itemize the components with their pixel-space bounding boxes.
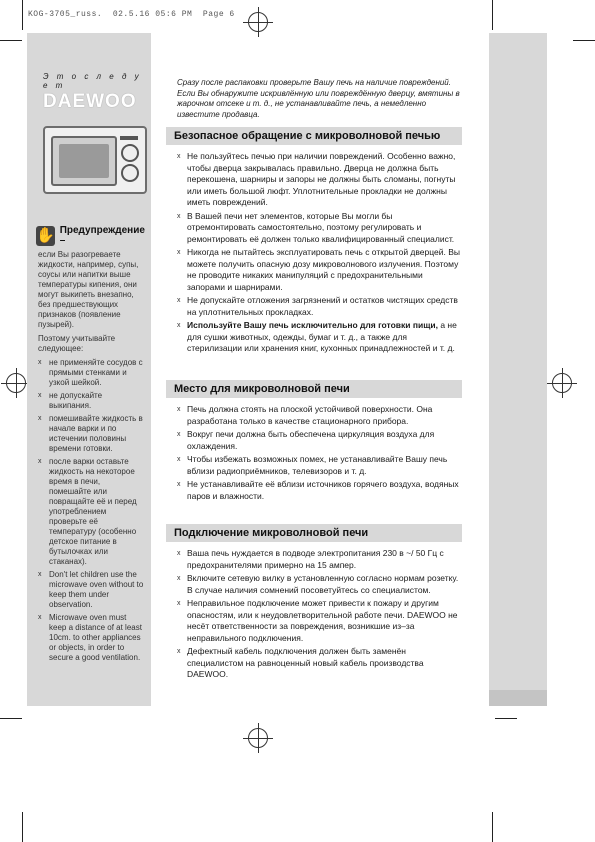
warning-list bbox=[38, 358, 144, 663]
crop-mark bbox=[495, 718, 517, 719]
bullet-mark: x bbox=[177, 550, 181, 557]
section-connection bbox=[166, 524, 462, 683]
bullet-mark: x bbox=[177, 431, 181, 438]
bullet-mark: x bbox=[38, 392, 42, 399]
bullet-mark: x bbox=[177, 575, 181, 582]
section-title: Место для микроволновой печи bbox=[166, 380, 462, 398]
warning-item-text: Don't let children use the microwave oven without to keep them under observation. bbox=[49, 570, 144, 609]
registration-mark-icon bbox=[248, 12, 268, 32]
warning-item-text: не применяйте сосудов с прямыми стенками и узкой шейкой. bbox=[49, 358, 143, 387]
registration-mark-icon bbox=[248, 728, 268, 748]
list-item bbox=[177, 247, 462, 293]
section-list bbox=[166, 404, 462, 502]
warning-item bbox=[38, 414, 144, 454]
list-item-text: Не устанавливайте её вблизи источников горячего воздуха, водяных паров и влажности. bbox=[187, 479, 459, 501]
brand-tagline: Э т о с л е д у е т bbox=[43, 72, 142, 90]
bullet-mark: x bbox=[177, 297, 181, 304]
intro-text: Сразу после распаковки проверьте Вашу печь на наличие повреждений. Если Вы обнаружите искривлённую или повреждённую дверцу, вмятины в жарочном отсеке и т. д., не устанавливайте печь, а немедленно известите продавца. bbox=[177, 78, 460, 119]
warning-title: Предупреждение – bbox=[59, 225, 145, 246]
list-item-emphasis: Используйте Вашу печь исключительно для готовки пищи, bbox=[187, 320, 438, 330]
bottom-page-tab bbox=[489, 690, 547, 706]
warning-item bbox=[38, 391, 144, 411]
list-item-text: Не пользуйтесь печью при наличии повреждений. Особенно важно, чтобы дверца закрывалась правильно. Дверца не должна быть перекошена, шарниры и запоры не должны быть сломаны, погнуты или иметь большой люфт. Уплотнительные прокладки не должны иметь повреждений. bbox=[187, 151, 456, 207]
list-item-text: а не для сушки животных, одежды, бумаг и т. д., а также для стерилизации или хранения книг, кухонных принадлежностей и т. д. bbox=[187, 320, 457, 353]
bullet-mark: x bbox=[177, 322, 181, 329]
microwave-door bbox=[51, 136, 117, 186]
warning-item-text: не допускайте выкипания. bbox=[49, 391, 103, 410]
section-placement bbox=[166, 380, 462, 504]
warning-item bbox=[38, 613, 144, 663]
list-item bbox=[177, 404, 462, 427]
list-item-text: Включите сетевую вилку в установленную согласно нормам розетку. В случае наличия сомнений посоветуйтесь со специалистом. bbox=[187, 573, 459, 595]
list-item-text: Дефектный кабель подключения должен быть заменён специалистом на равноценный новый кабель производства DAEWOO. bbox=[187, 646, 424, 679]
list-item-text: Неправильное подключение может привести к пожару и другим опасностям, или к неудовлетворительной работе печи. DAEWOO не несёт ответственности за повреждения, возникшие из–за неправильного подключения. bbox=[187, 598, 458, 643]
list-item-text: Не допускайте отложения загрязнений и остатков чистящих средств на уплотнительных прокладках. bbox=[187, 295, 458, 317]
bullet-mark: x bbox=[38, 614, 42, 621]
right-margin-panel bbox=[489, 33, 547, 706]
warning-item bbox=[38, 457, 144, 567]
warning-box bbox=[38, 226, 144, 666]
crop-mark bbox=[0, 40, 22, 41]
list-item-text: Вокруг печи должна быть обеспечена циркуляция воздуха для охлаждения. bbox=[187, 429, 435, 451]
list-item-text: Печь должна стоять на плоской устойчивой поверхности. Она разработана только в качестве стационарного прибора. bbox=[187, 404, 433, 426]
bullet-mark: x bbox=[177, 481, 181, 488]
bullet-mark: x bbox=[177, 212, 181, 220]
print-header: KOG-3705_russ. 02.5.16 05:6 PM Page 6 bbox=[28, 10, 235, 19]
registration-mark-icon bbox=[552, 373, 572, 393]
warning-header bbox=[36, 226, 144, 246]
section-title: Подключение микроволновой печи bbox=[166, 524, 462, 542]
registration-mark-icon bbox=[6, 373, 26, 393]
crop-mark bbox=[0, 718, 22, 719]
warning-lead: если Вы разогреваете жидкости, например, супы, соусы или напитки выше температуры кипения, они могут выкипеть внезапно, без предшествующих признаков (появление пузырей). bbox=[38, 250, 139, 329]
warning-note: Поэтому учитывайте следующее: bbox=[38, 334, 116, 353]
list-item bbox=[177, 548, 462, 571]
list-item-text: Никогда не пытайтесь эксплуатировать печь с открытой дверцей. Вы можете получить опасную дозу микроволнового излучения. Поэтому не проводите никаких манипуляций с предохранительными запорами и шарнирами. bbox=[187, 247, 461, 292]
warning-item bbox=[38, 570, 144, 610]
microwave-window bbox=[59, 144, 109, 178]
crop-mark bbox=[573, 40, 595, 41]
list-item bbox=[177, 151, 462, 209]
microwave-button bbox=[120, 136, 138, 140]
microwave-knob bbox=[121, 144, 139, 162]
crop-mark bbox=[22, 0, 23, 30]
bullet-mark: x bbox=[177, 648, 181, 655]
bullet-mark: x bbox=[38, 458, 42, 465]
list-item bbox=[177, 479, 462, 502]
warning-item bbox=[38, 358, 144, 388]
list-item bbox=[177, 320, 462, 355]
list-item bbox=[177, 646, 462, 681]
crop-mark bbox=[492, 812, 493, 842]
list-item-text: В Вашей печи нет элементов, которые Вы могли бы отремонтировать самостоятельно, поэтому регулировать и ремонтировать её должен только квалифицированный специалист. bbox=[187, 210, 455, 244]
brand-block bbox=[43, 72, 145, 112]
list-item bbox=[177, 454, 462, 477]
bullet-mark: x bbox=[177, 406, 181, 413]
list-item bbox=[177, 598, 462, 644]
bullet-mark: x bbox=[177, 600, 181, 607]
list-item bbox=[177, 295, 462, 318]
bullet-mark: x bbox=[38, 359, 42, 366]
section-list bbox=[166, 151, 462, 355]
list-item-text: Ваша печь нуждается в подводе электропитания 230 в ~/ 50 Гц с предохранителями примерно на 15 ампер. bbox=[187, 548, 444, 570]
section-list bbox=[166, 548, 462, 681]
bullet-mark: x bbox=[177, 153, 181, 160]
warning-item-text: Microwave oven must keep a distance of at least 10cm. to other appliances or objects, in order to secure a good ventilation. bbox=[49, 613, 142, 662]
warning-item-text: после варки оставьте жидкость на некоторое время в печи, помешайте или повращайте её и перед употреблением проверьте её температуру (особенно детское питание в бутылочках или стаканах). bbox=[49, 457, 137, 566]
warning-hand-icon: ✋ bbox=[36, 227, 55, 244]
section-safety bbox=[166, 127, 462, 357]
crop-mark bbox=[22, 812, 23, 842]
list-item bbox=[177, 573, 462, 596]
list-item bbox=[177, 429, 462, 452]
warning-item-text: помешивайте жидкость в начале варки и по истечении половины времени готовки. bbox=[49, 414, 143, 453]
bullet-mark: x bbox=[38, 415, 42, 422]
daewoo-logo: DAEWOO bbox=[43, 91, 137, 112]
crop-mark bbox=[492, 0, 493, 30]
microwave-illustration bbox=[43, 126, 147, 194]
list-item bbox=[177, 211, 462, 246]
bullet-mark: x bbox=[38, 571, 42, 578]
bullet-mark: x bbox=[177, 249, 181, 256]
microwave-knob bbox=[121, 164, 139, 182]
list-item-text: Чтобы избежать возможных помех, не устанавливайте Вашу печь вблизи радиоприёмников, телевизоров и т. д. bbox=[187, 454, 448, 476]
bullet-mark: x bbox=[177, 456, 181, 463]
section-title: Безопасное обращение с микроволновой печью bbox=[166, 127, 462, 145]
